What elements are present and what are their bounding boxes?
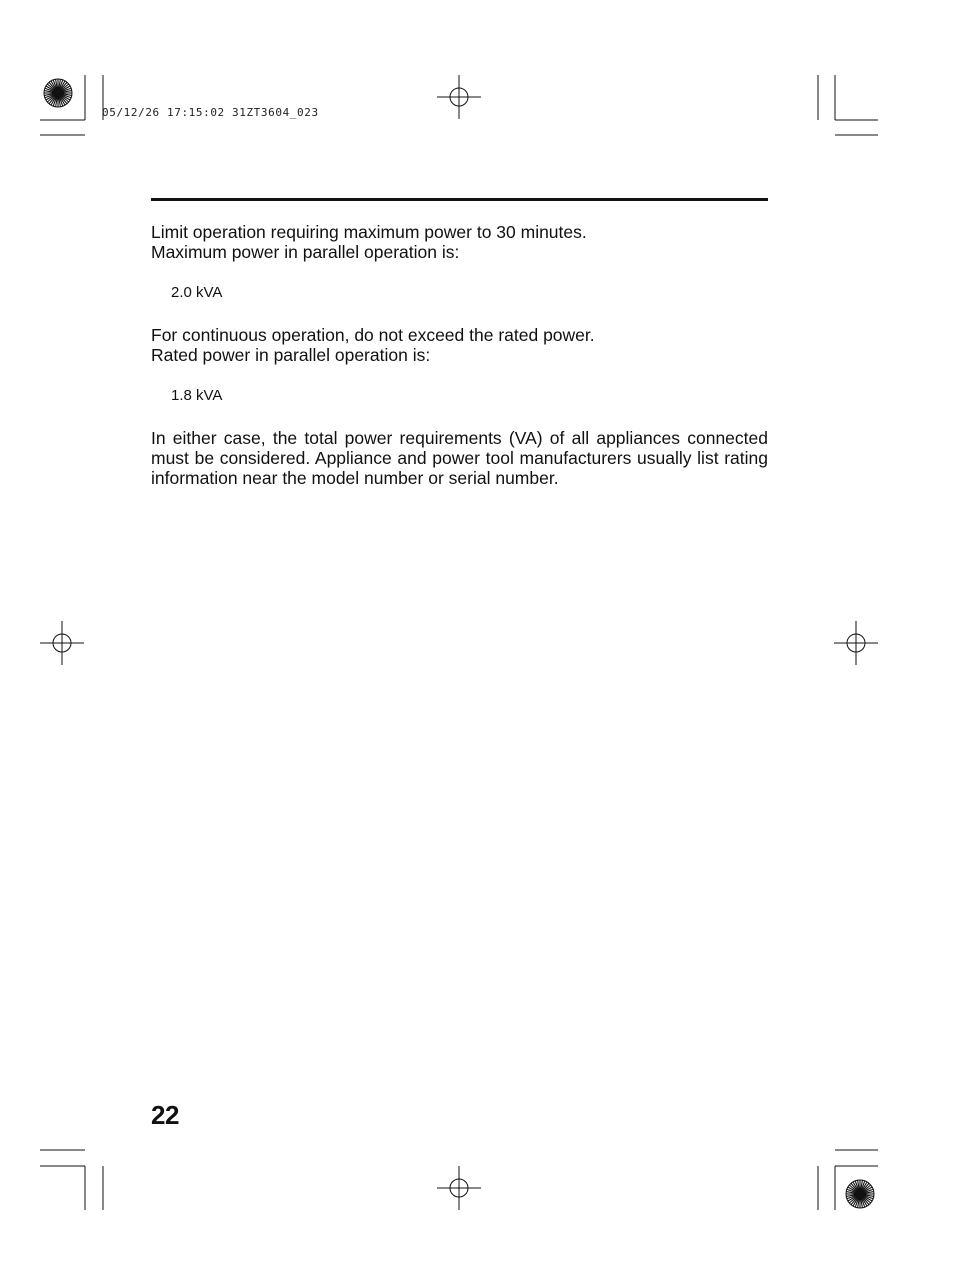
crosshair-bottom xyxy=(437,1166,481,1210)
para3: In either case, the total power requirements (VA) of all appliances connected must be considered. Appliance and power tool manufacturers usually list rating information near the model number or serial number. xyxy=(151,428,768,488)
page-number: 22 xyxy=(151,1100,179,1130)
print-slug: 05/12/26 17:15:02 31ZT3604_023 xyxy=(102,106,319,119)
para2-line2: Rated power in parallel operation is: xyxy=(151,345,431,365)
rated-power-value: 1.8 kVA xyxy=(171,387,223,404)
crosshair-left xyxy=(40,621,84,665)
star-target-bottom-right xyxy=(846,1180,874,1208)
para1-line2: Maximum power in parallel operation is: xyxy=(151,242,460,262)
para2-line1: For continuous operation, do not exceed the rated power. xyxy=(151,325,595,345)
crosshair-top xyxy=(437,75,481,119)
para1-line1: Limit operation requiring maximum power to 30 minutes. xyxy=(151,222,587,242)
star-target-top-left xyxy=(44,79,72,107)
page-content xyxy=(151,222,768,488)
crosshair-right xyxy=(834,621,878,665)
max-power-value: 2.0 kVA xyxy=(171,284,223,301)
header-rule xyxy=(151,198,768,201)
